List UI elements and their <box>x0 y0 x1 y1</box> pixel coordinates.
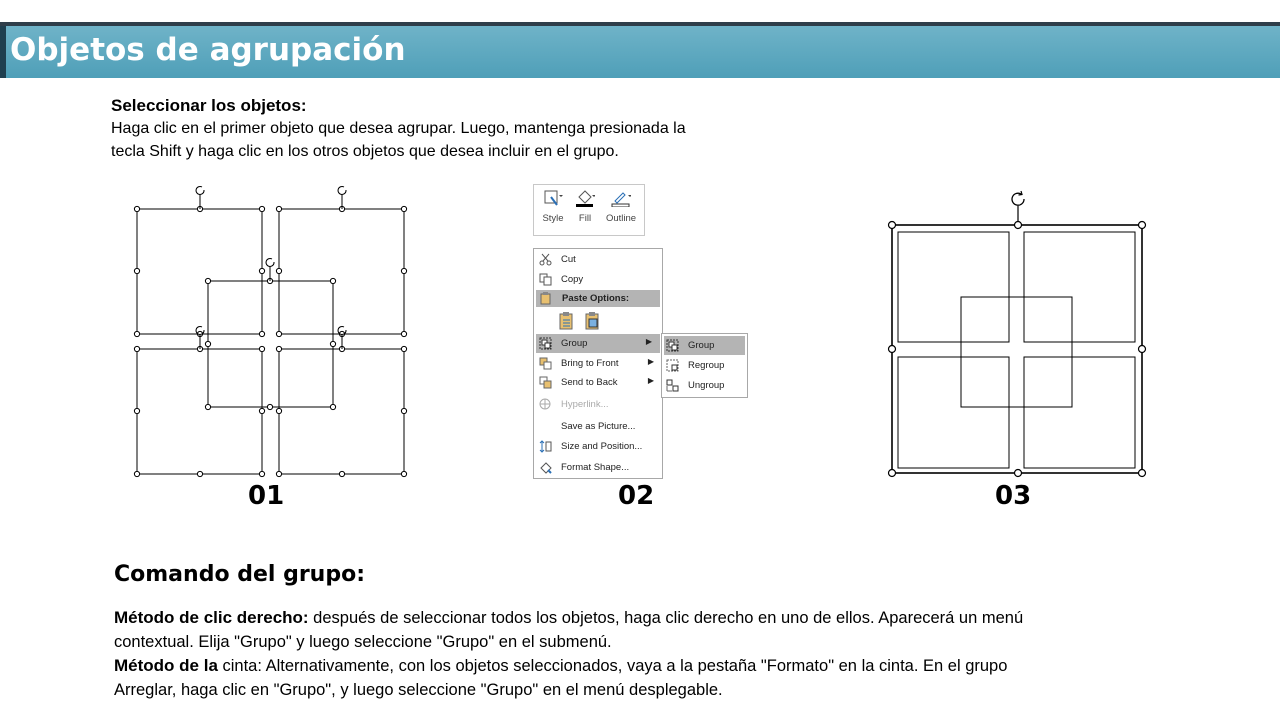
pen-outline-icon <box>611 189 631 207</box>
group-icon <box>539 337 552 350</box>
hyperlink-icon <box>539 398 552 411</box>
figure-03-grouped-shapes <box>884 188 1152 480</box>
menu-label-group: Group <box>561 338 588 349</box>
figure-label-02: 02 <box>618 481 655 511</box>
clipboard-icon <box>539 292 552 305</box>
grouped-square-top-left <box>898 232 1009 342</box>
page-title: Objetos de agrupación <box>10 32 406 68</box>
menu-item-hyperlink[interactable] <box>534 395 662 414</box>
submenu-item-ungroup[interactable] <box>662 376 747 395</box>
regroup-icon <box>666 359 679 372</box>
intro-line-2: tecla Shift y haga clic en los otros objetos que desea incluir en el grupo. <box>111 143 619 160</box>
paint-bucket-icon <box>575 189 595 207</box>
ribbon-outline-label: Outline <box>605 213 637 224</box>
grouped-square-bottom-right <box>1024 357 1135 468</box>
menu-label-format-shape: Format Shape... <box>561 462 630 473</box>
submenu-arrow-icon: ▶ <box>647 357 654 366</box>
submenu-label-regroup: Regroup <box>688 360 725 371</box>
ribbon-method-label: Método de la <box>114 656 218 675</box>
menu-item-cut[interactable] <box>534 250 662 269</box>
menu-label-copy: Copy <box>561 274 584 285</box>
submenu-label-ungroup: Ungroup <box>688 380 725 391</box>
group-bounding-box <box>892 225 1142 473</box>
menu-item-bring-to-front[interactable] <box>534 354 662 373</box>
menu-label-cut: Cut <box>561 254 576 265</box>
right-click-method-text-2: contextual. Elija "Grupo" y luego seleccione "Grupo" en el submenú. <box>114 633 612 651</box>
submenu-arrow-icon: ▶ <box>647 376 654 385</box>
intro-heading: Seleccionar los objetos: <box>111 96 307 115</box>
shape-top-right-square <box>279 209 404 334</box>
submenu-arrow-icon: ▶ <box>645 337 652 346</box>
menu-label-hyperlink: Hyperlink... <box>561 399 609 410</box>
size-position-icon <box>539 440 552 453</box>
menu-item-copy[interactable] <box>534 270 662 289</box>
grouped-square-bottom-left <box>898 357 1009 468</box>
submenu-item-group[interactable] <box>664 336 745 355</box>
menu-label-size-and-position: Size and Position... <box>561 441 643 452</box>
ribbon-style-label: Style <box>542 213 564 224</box>
send-to-back-icon <box>539 376 552 389</box>
menu-section-paste-options <box>536 290 660 307</box>
shape-center-square <box>208 281 333 407</box>
ribbon-fill-label: Fill <box>578 213 592 224</box>
paste-keep-formatting-icon[interactable] <box>558 311 576 331</box>
right-click-method-paragraph <box>114 606 1114 654</box>
menu-item-format-shape[interactable] <box>534 458 662 477</box>
grouped-square-top-right <box>1024 232 1135 342</box>
shape-style-icon <box>543 189 563 207</box>
menu-item-group[interactable] <box>536 334 660 353</box>
right-click-method-text-1: después de seleccionar todos los objetos, haga clic derecho en uno de ellos. Aparecerá un menú <box>308 609 1024 627</box>
ribbon-outline-button[interactable] <box>604 189 638 224</box>
shape-top-left-square <box>137 209 262 334</box>
submenu-item-regroup[interactable] <box>662 356 747 375</box>
figure-label-03: 03 <box>995 481 1032 511</box>
menu-item-size-and-position[interactable] <box>534 437 662 456</box>
group-icon <box>666 339 679 352</box>
menu-label-send-to-back: Send to Back <box>561 377 618 388</box>
menu-item-save-as-picture[interactable] <box>534 417 662 436</box>
shape-bottom-left-square <box>137 349 262 474</box>
right-click-method-label: Método de clic derecho: <box>114 608 309 627</box>
context-menu <box>533 248 663 479</box>
format-shape-icon <box>539 461 552 474</box>
ungroup-icon <box>666 379 679 392</box>
format-ribbon-group <box>533 184 645 236</box>
figure-label-01: 01 <box>248 481 285 511</box>
shape-bottom-right-square <box>279 349 404 474</box>
scissors-icon <box>539 253 552 266</box>
group-submenu <box>661 333 748 398</box>
grouped-square-center <box>961 297 1072 407</box>
intro-block <box>111 94 751 163</box>
ribbon-method-text-2: Arreglar, haga clic en "Grupo", y luego seleccione "Grupo" en el menú desplegable. <box>114 681 723 699</box>
menu-label-bring-to-front: Bring to Front <box>561 358 619 369</box>
ribbon-method-paragraph <box>114 654 1114 702</box>
bring-to-front-icon <box>539 357 552 370</box>
ribbon-style-button[interactable] <box>540 189 566 224</box>
menu-item-send-to-back[interactable] <box>534 373 662 392</box>
copy-icon <box>539 273 552 286</box>
menu-label-paste-options: Paste Options: <box>562 293 630 304</box>
ribbon-fill-button[interactable] <box>572 189 598 224</box>
paste-picture-icon[interactable] <box>584 311 602 331</box>
ribbon-method-text-1: cinta: Alternativamente, con los objetos seleccionados, vaya a la pestaña "Formato" en la cinta. En el grupo <box>217 657 1008 675</box>
figure-01-selected-shapes <box>128 180 418 485</box>
menu-label-save-as-picture: Save as Picture... <box>561 421 636 432</box>
submenu-label-group: Group <box>688 340 715 351</box>
title-bar <box>0 26 1280 78</box>
command-heading: Comando del grupo: <box>114 562 366 587</box>
intro-line-1: Haga clic en el primer objeto que desea agrupar. Luego, mantenga presionada la <box>111 120 686 137</box>
